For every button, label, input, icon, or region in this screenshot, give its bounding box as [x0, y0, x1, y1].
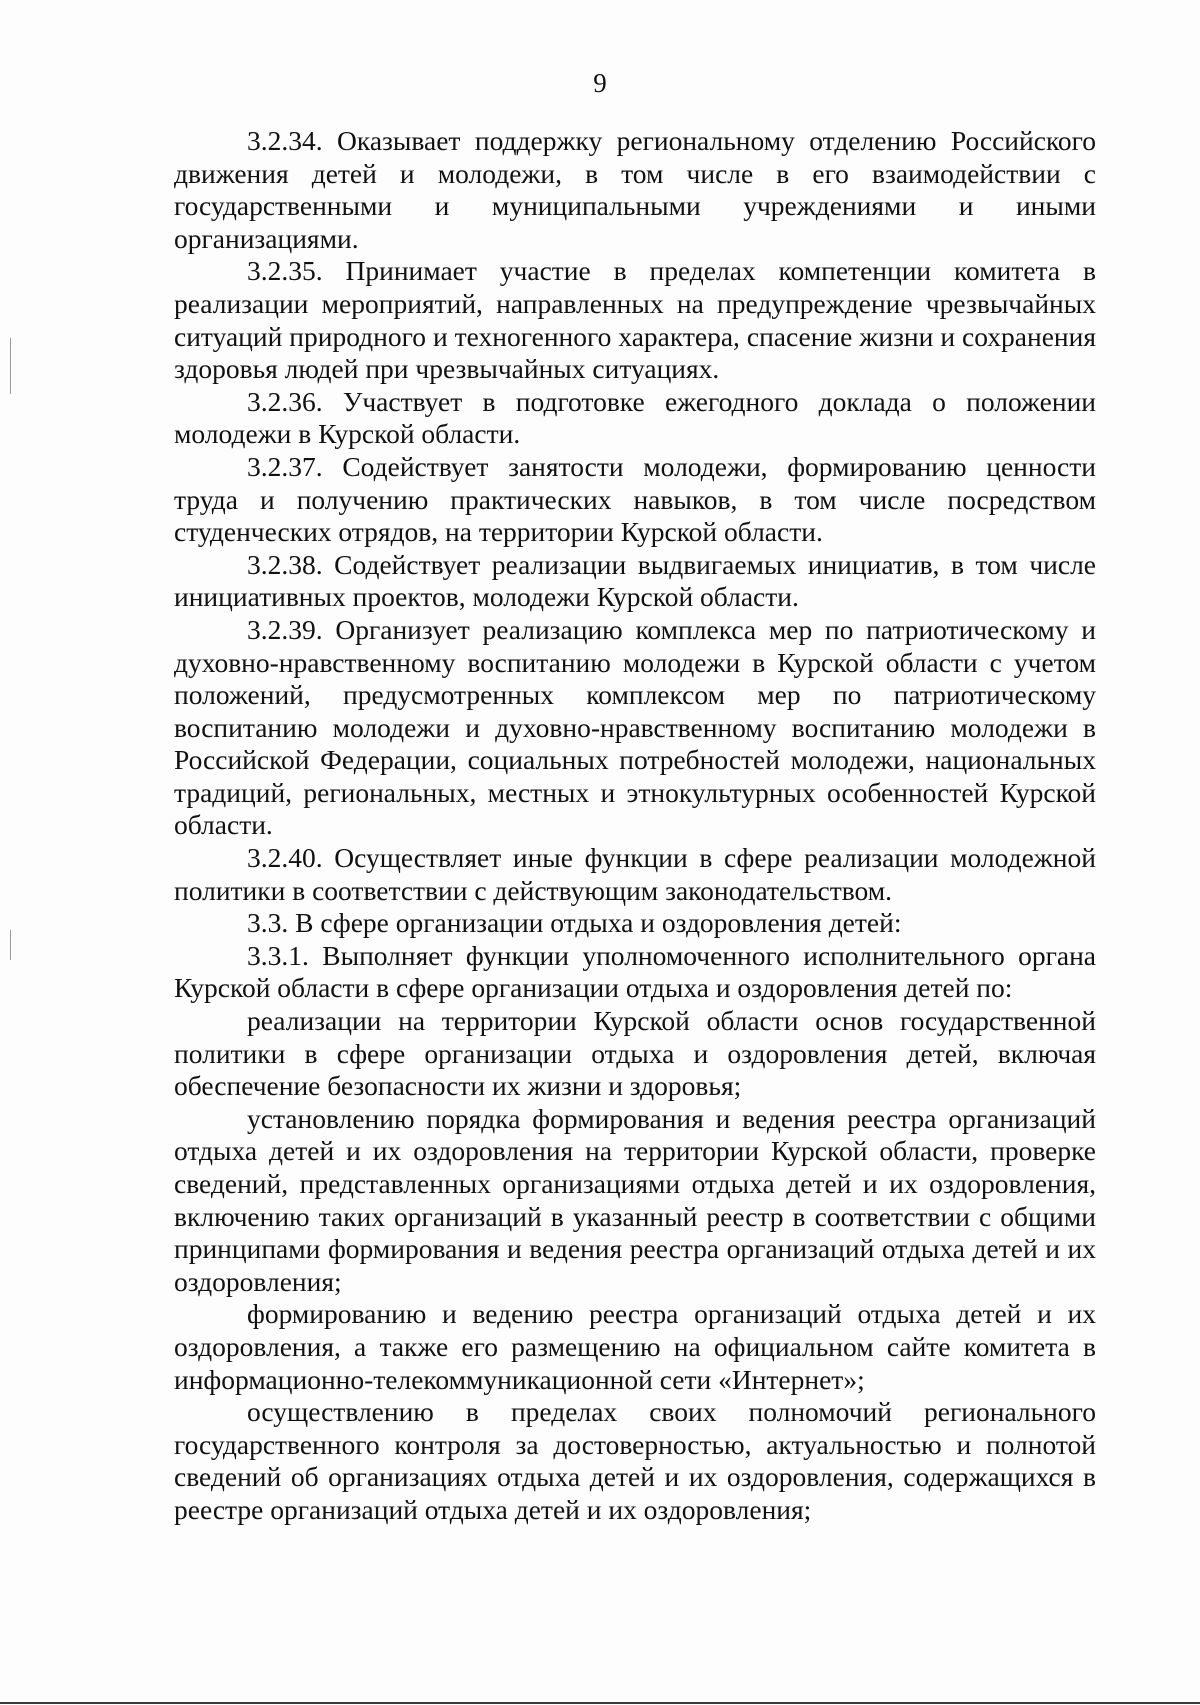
paragraph-3-2-36: 3.2.36. Участвует в подготовке ежегодного доклада о положении молодежи в Курской области.	[174, 385, 1096, 450]
paragraph-3-3-1: 3.3.1. Выполняет функции уполномоченного исполнительного органа Курской области в сфере организации отдыха и оздоровления детей по:	[174, 939, 1096, 1004]
list-item: установлению порядка формирования и ведения реестра организаций отдыха детей и их оздоровления на территории Курской области, проверке сведений, представленных организациями отдыха детей и их оздоровления, включению таких организаций в указанный реестр в соответствии с общими принципами формирования и ведения реестра организаций отдыха детей и их оздоровления;	[174, 1102, 1096, 1297]
paragraph-3-2-39: 3.2.39. Организует реализацию комплекса мер по патриотическому и духовно-нравственному воспитанию молодежи в Курской области с учетом положений, предусмотренных комплексом мер по патриотическому воспитанию молодежи и духовно-нравственному воспитанию молодежи в Российской Федерации, социальных потребностей молодежи, национальных традиций, региональных, местных и этнокультурных особенностей Курской области.	[174, 613, 1096, 841]
paragraph-3-2-40: 3.2.40. Осуществляет иные функции в сфере реализации молодежной политики в соответствии с действующим законодательством.	[174, 842, 1096, 906]
section-heading-3-3: 3.3. В сфере организации отдыха и оздоровления детей:	[247, 907, 902, 939]
scan-bottom-edge	[0, 1702, 1200, 1704]
scan-edge-mark	[10, 930, 11, 960]
list-item: формированию и ведению реестра организаций отдыха детей и их оздоровления, а также его размещению на официальном сайте комитета в информационно-телекоммуникационной сети «Интернет»;	[174, 1298, 1096, 1395]
scan-edge-mark	[10, 338, 11, 394]
paragraph-3-2-38: 3.2.38. Содействует реализации выдвигаемых инициатив, в том числе инициативных проектов, молодежи Курской области.	[174, 548, 1096, 613]
paragraph-3-2-34: 3.2.34. Оказывает поддержку региональному отделению Российского движения детей и молодежи, в том числе в его взаимодействии с государственными и муниципальными учреждениями и иными организациями.	[174, 125, 1096, 254]
page-number: 9	[593, 68, 607, 98]
list-item: осуществлению в пределах своих полномочий регионального государственного контроля за достоверностью, актуальностью и полнотой сведений об организациях отдыха детей и их оздоровления, содержащихся в реестре организаций отдыха детей и их оздоровления;	[174, 1396, 1096, 1525]
paragraph-3-2-37: 3.2.37. Содействует занятости молодежи, формированию ценности труда и получению практических навыков, в том числе посредством студенческих отрядов, на территории Курской области.	[174, 450, 1096, 548]
list-item: реализации на территории Курской области основ государственной политики в сфере организации отдыха и оздоровления детей, включая обеспечение безопасности их жизни и здоровья;	[174, 1005, 1096, 1102]
paragraph-3-2-35: 3.2.35. Принимает участие в пределах компетенции комитета в реализации мероприятий, направленных на предупреждение чрезвычайных ситуаций природного и техногенного характера, спасение жизни и сохранения здоровья людей при чрезвычайных ситуациях.	[174, 255, 1096, 385]
document-body	[174, 125, 1096, 1527]
